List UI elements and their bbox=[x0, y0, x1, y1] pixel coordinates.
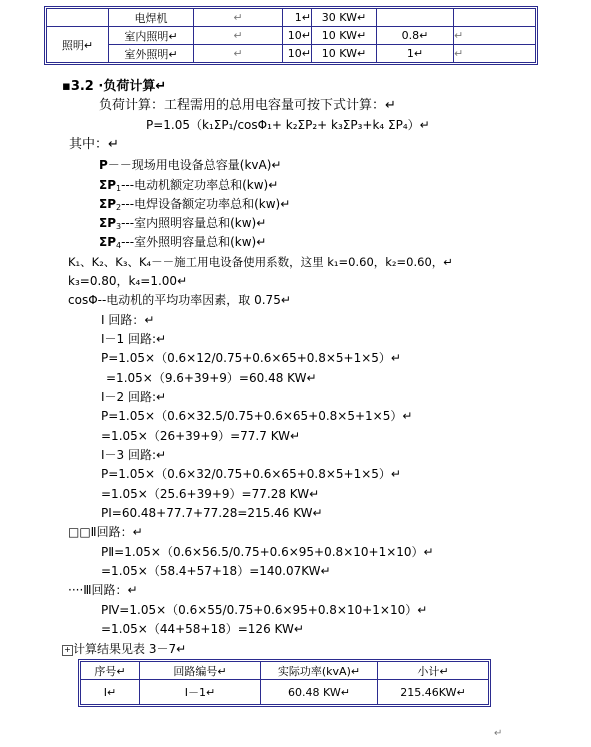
power-cell: 10 KW↵ bbox=[312, 27, 377, 45]
blank-cell: ↵ bbox=[194, 27, 283, 45]
calc-line: =1.05×（26+39+9）=77.7 KW↵ bbox=[101, 429, 301, 443]
calc-line: Ⅰ－1 回路:↵ bbox=[101, 332, 167, 346]
coefficient-line-2: k₃=0.80，k₄=1.00↵ bbox=[68, 274, 188, 288]
header-index: 序号↵ bbox=[81, 662, 140, 680]
calc-line: =1.05×（44+58+18）=126 KW↵ bbox=[101, 622, 304, 636]
calc-line: PⅠ=60.48+77.7+77.28=215.46 KW↵ bbox=[101, 506, 323, 520]
cell-subtotal: 215.46KW↵ bbox=[378, 680, 489, 705]
definition-p1: $\Sigma P_1---$电动机额定功率总和(kw)↵ bbox=[99, 178, 279, 193]
calc-line: P=1.05×（0.6×12/0.75+0.6×65+0.8×5+1×5）↵ bbox=[101, 351, 401, 365]
header-power: 实际功率(kvA)↵ bbox=[261, 662, 378, 680]
calc-line: Ⅰ－3 回路:↵ bbox=[101, 448, 167, 462]
definition-p2: $\Sigma P_2---$电焊设备额定功率总和(kw)↵ bbox=[99, 197, 291, 212]
cos-line: cosΦ--电动机的平均功率因素，取 0.75↵ bbox=[68, 293, 291, 307]
table-header-row bbox=[81, 662, 489, 680]
section-number: 3.2 bbox=[70, 79, 94, 94]
cell-power: 60.48 KW↵ bbox=[261, 680, 378, 705]
coefficient-line-1: K₁、K₂、K₃、K₄－－施工用电设备使用系数，这里 k₁=0.60，k₂=0.60，↵ bbox=[68, 255, 453, 269]
calc-line: PⅣ=1.05×（0.6×55/0.75+0.6×95+0.8×10+1×10）↵ bbox=[101, 603, 428, 617]
coef-cell: 1↵ bbox=[377, 45, 454, 63]
table-row bbox=[47, 9, 536, 27]
calc-line: ····Ⅲ回路：↵ bbox=[68, 583, 138, 597]
load-table-continued bbox=[46, 8, 536, 63]
header-subtotal: 小计↵ bbox=[378, 662, 489, 680]
power-cell: 10 KW↵ bbox=[312, 45, 377, 63]
qty-cell: 10↵ bbox=[283, 45, 312, 63]
table-row bbox=[47, 45, 536, 63]
end-cell: ↵ bbox=[454, 45, 536, 63]
calc-line: P=1.05×（0.6×32.5/0.75+0.6×65+0.8×5+1×5）↵ bbox=[101, 409, 413, 423]
table-end-mark: ↵ bbox=[494, 728, 503, 739]
table-row bbox=[47, 27, 536, 45]
where-label: 其中：↵ bbox=[69, 137, 119, 152]
coef-cell: 0.8↵ bbox=[377, 27, 454, 45]
coef-cell bbox=[377, 9, 454, 27]
cell-circuit: Ⅰ－1↵ bbox=[140, 680, 261, 705]
blank-cell: ↵ bbox=[194, 45, 283, 63]
result-caption: + 计算结果见表 3－7↵ bbox=[62, 641, 186, 657]
section-heading: ▪3.2 ·负荷计算↵ bbox=[62, 79, 167, 94]
item-cell: 电焊机 bbox=[109, 9, 194, 27]
group-cell-lighting: 照明↵ bbox=[47, 27, 109, 63]
definition-p4: $\Sigma P_4---$室外照明容量总和(kw)↵ bbox=[99, 235, 267, 250]
calc-line: =1.05×（25.6+39+9）=77.28 KW↵ bbox=[101, 487, 320, 501]
calc-line: Ⅰ 回路：↵ bbox=[101, 313, 155, 327]
calc-line: =1.05×（9.6+39+9）=60.48 KW↵ bbox=[106, 371, 317, 385]
intro-text: 负荷计算：工程需用的总用电容量可按下式计算：↵ bbox=[99, 98, 396, 113]
table-row bbox=[81, 680, 489, 705]
end-cell bbox=[454, 9, 536, 27]
calc-line: Ⅰ－2 回路:↵ bbox=[101, 390, 167, 404]
blank-cell: ↵ bbox=[194, 9, 283, 27]
item-cell: 室内照明↵ bbox=[109, 27, 194, 45]
qty-cell: 1↵ bbox=[283, 9, 312, 27]
calc-line: P=1.05×（0.6×32/0.75+0.6×65+0.8×5+1×5）↵ bbox=[101, 467, 401, 481]
qty-cell: 10↵ bbox=[283, 27, 312, 45]
bullet-icon: ▪ bbox=[62, 79, 71, 94]
definition-p3: $\Sigma P_3---$室内照明容量总和(kw)↵ bbox=[99, 216, 267, 231]
group-cell bbox=[47, 9, 109, 27]
cell-index: Ⅰ↵ bbox=[81, 680, 140, 705]
power-cell: 30 KW↵ bbox=[312, 9, 377, 27]
calc-line: =1.05×（58.4+57+18）=140.07KW↵ bbox=[101, 564, 331, 578]
section-title: 负荷计算↵ bbox=[103, 79, 167, 94]
item-cell: 室外照明↵ bbox=[109, 45, 194, 63]
definition-p: P－－现场用电设备总容量(kvA)↵ bbox=[99, 158, 282, 172]
result-table bbox=[80, 661, 489, 705]
formula: P=1.05（k₁ΣP₁/cosΦ₁+ k₂ΣP₂+ k₃ΣP₃+k₄ ΣP₄）↵ bbox=[146, 118, 430, 132]
calc-line: □□Ⅱ回路：↵ bbox=[68, 525, 143, 539]
table-anchor-icon[interactable]: + bbox=[62, 645, 73, 656]
header-circuit: 回路编号↵ bbox=[140, 662, 261, 680]
calc-line: PⅡ=1.05×（0.6×56.5/0.75+0.6×95+0.8×10+1×10）↵ bbox=[101, 545, 434, 559]
end-cell: ↵ bbox=[454, 27, 536, 45]
